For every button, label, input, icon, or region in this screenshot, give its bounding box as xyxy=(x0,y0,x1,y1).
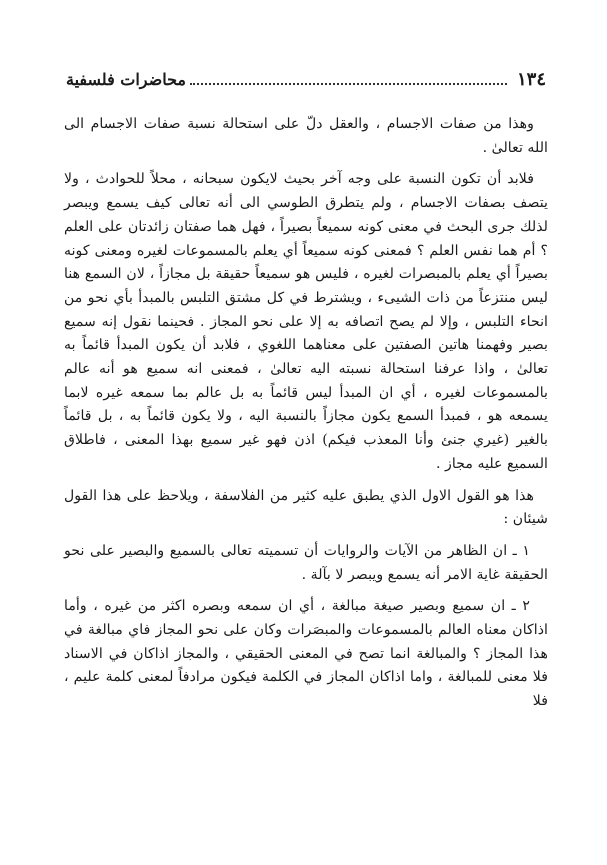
numbered-point-2: ٢ ـ ان سميع وبصير صيغة مبالغة ، أي ان سمعه وبصره اكثر من غيره ، وأما اذاكان معناه العالم بالمسموعات والمبصَرات وكان على نحو المجاز فاي مبالغة في هذا المجاز ؟ والمبالغة انما تصح في المعنى الحقيقي ، والمجاز اذاكان في الاسناد فلا معنى للمبالغة ، واما اذاكان المجاز في الكلمة فيكون مرادفاً لمعنى كلمة عليم ، فلا xyxy=(64,598,548,710)
running-header xyxy=(66,66,546,90)
paragraph-2: فلابد أن تكون النسبة على وجه آخر بحيث لايكون سبحانه ، محلاً للحوادث ، ولا يتصف بصفات الاجسام ، ولم يتطرق الطوسي الى أنه تعالى كيف يسمع ويبصر لذلك جرى البحث في معنى كونه سميعاً بصيراً ، فهل هما صفتان زائدتان على العلم ؟ أم هما نفس العلم ؟ فمعنى كونه سميعاً أي يعلم بالمسموعات لغيره ومعنى كونه بصيراً أي يعلم بالمبصرات لغيره ، فليس هو سميعاً حقيقة بل مجازاً ، لان السمع هنا ليس منتزعاً من ذات الشيىء ، ويشترط في كل مشتق التلبس بالمبدأ بأي نحو من انحاء التلبس ، وإلا لم يصح اتصافه به إلا على نحو المجاز . فحينما نقول إنه سميع بصير وفهمنا هاتين الصفتين على معناهما اللغوي ، فلابد أن يكون المبدأ قائماً به تعالىٰ ، واذا عرفنا استحالة نسبته اليه تعالىٰ ، فمعنى انه سميع هو أنه عالم بالمسموعات لغيره ، أي ان المبدأ ليس قائماً به بل عالم بما سمعه غيره لابما يسمعه هو ، فمبدأ السمع يكون مجازاً بالنسبة اليه ، ولا يكون قائماً به ، بل قائماً بالغير (غيري جنئ وأنا المعذب فيكم) اذن فهو غير سميع بهذا المعنى ، فاطلاق السميع عليه مجاز . xyxy=(64,171,548,472)
header-dotted-leader xyxy=(190,83,507,85)
paragraph-3: هذا هو القول الاول الذي يطبق عليه كثير من الفلاسفة ، ويلاحظ على هذا القول شيئان : xyxy=(64,487,548,528)
page-number: ١٣٤ xyxy=(516,69,546,90)
numbered-point-1: ١ ـ ان الظاهر من الآيات والروايات أن تسميته تعالى بالسميع والبصير على نحو الحقيقة غاية الامر أنه يسمع ويبصر لا بآلة . xyxy=(64,542,548,583)
body-text xyxy=(64,113,548,722)
paragraph-1: وهذا من صفات الاجسام ، والعقل دلّ على استحالة نسبة صفات الاجسام الى الله تعالىٰ . xyxy=(64,116,548,156)
running-title: محاضرات فلسفية xyxy=(66,70,186,89)
